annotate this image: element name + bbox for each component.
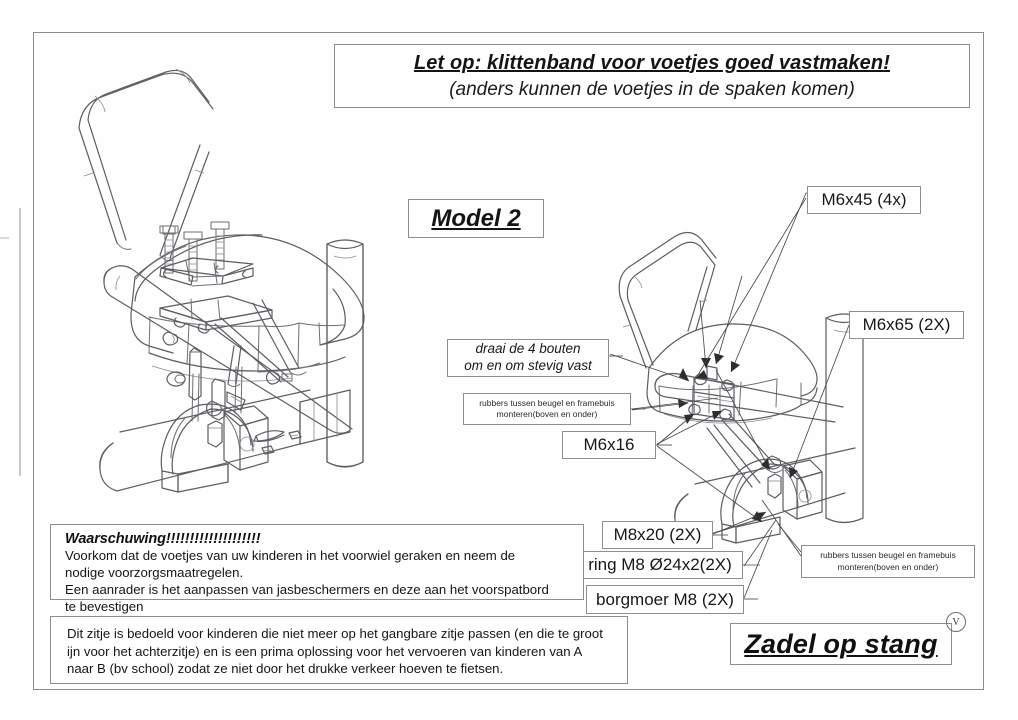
description-body: [67, 625, 627, 678]
header-line-1: Let op: klittenband voor voetjes goed vastmaken!: [413, 51, 890, 74]
check-v-icon: V: [946, 612, 966, 632]
note-rubbers-right-line-2: monteren(boven en onder): [837, 561, 939, 572]
description-panel: [50, 616, 628, 684]
model-title: Model 2: [431, 204, 521, 232]
warning-title: Waarschuwing!!!!!!!!!!!!!!!!!!!!: [65, 531, 261, 547]
warning-panel: [50, 524, 584, 614]
callout-m6x45: M6x45 (4x): [807, 186, 921, 214]
note-draai-line-2: om en om stevig vast: [464, 358, 592, 373]
note-rubbers-left-line-1: rubbers tussen beugel en framebuis: [479, 397, 615, 408]
description-line-3: naar B (bv school) zodat ze niet door het drukke verkeer hoeven te fietsen.: [67, 661, 504, 677]
note-rubbers-right: [801, 545, 975, 578]
scan-edge-artifact: [19, 208, 21, 476]
note-draai-line-1: draai de 4 bouten: [475, 341, 581, 357]
header-line-2: (anders kunnen de voetjes in de spaken komen): [449, 78, 855, 100]
warning-line-2: nodige voorzorgsmaatregelen.: [65, 564, 244, 580]
warning-line-1: Voorkom dat de voetjes van uw kinderen in het voorwiel geraken en neem de: [65, 548, 516, 563]
description-line-1: Dit zitje is bedoeld voor kinderen die niet meer op het gangbare zitje passen (en die te groot: [67, 626, 603, 641]
model-title-box: [408, 199, 544, 238]
warning-line-3: Een aanrader is het aanpassen van jasbeschermers en deze aan het voorspatbord: [65, 581, 549, 597]
callout-m6x16: M6x16: [562, 431, 656, 459]
callout-borgmoer-m8: borgmoer M8 (2X): [586, 585, 744, 614]
footer-title-box: [730, 623, 952, 665]
description-line-2: ijn voor het achterzitje) en is een prima oplossing voor het vervoeren van kinderen van A: [67, 643, 583, 659]
note-rubbers-left-line-2: monteren(boven en onder): [496, 409, 598, 419]
callout-ring-m8: ring M8 Ø24x2(2X): [577, 551, 743, 579]
scan-edge-tick: [0, 237, 9, 239]
callout-m6x65: M6x65 (2X): [849, 311, 964, 339]
note-rubbers-left: [463, 393, 631, 425]
footer-title: Zadel op stang: [744, 628, 938, 659]
header-warning-box: [334, 44, 970, 108]
warning-body: [65, 548, 583, 616]
warning-line-4: te bevestigen: [65, 598, 144, 614]
note-draai-bouten: [447, 339, 609, 377]
callout-m8x20: M8x20 (2X): [602, 521, 713, 549]
note-rubbers-right-line-1: rubbers tussen beugel en framebuis: [820, 550, 956, 561]
